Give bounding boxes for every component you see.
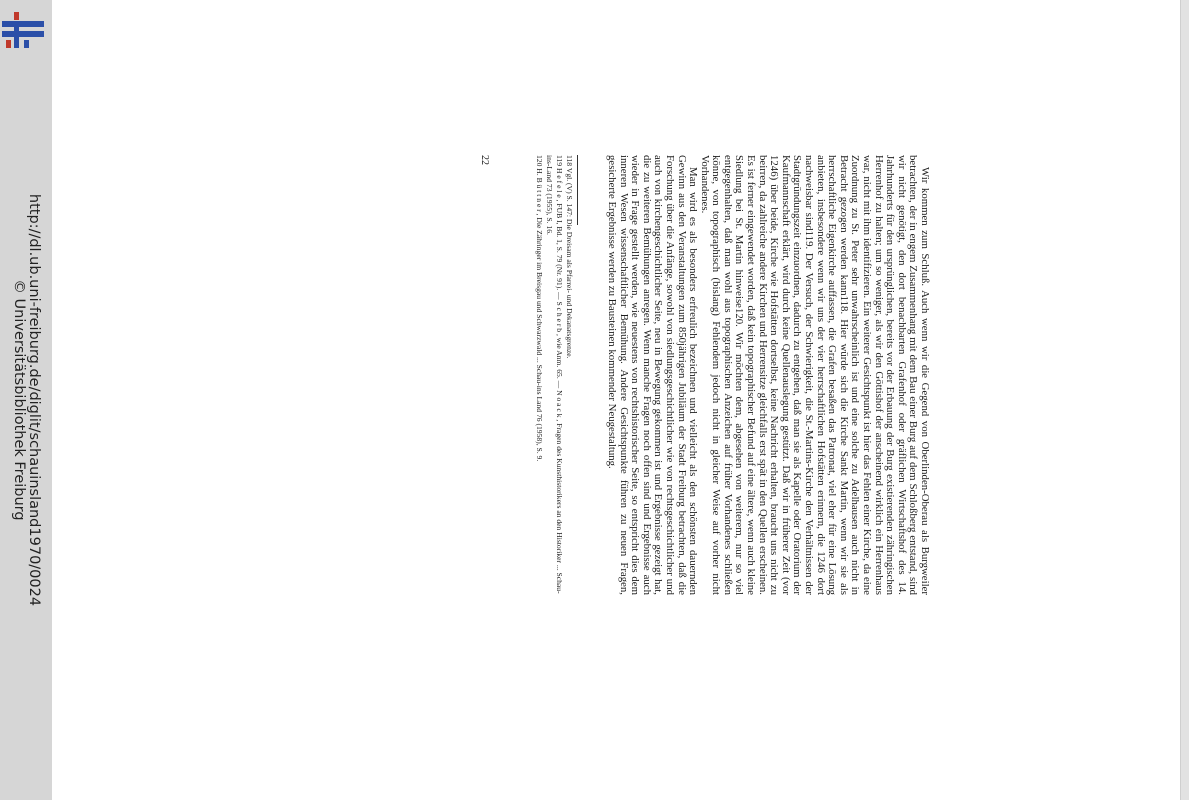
- copyright-notice: © Universitätsbibliothek Freiburg: [11, 279, 27, 521]
- paragraph: Man wird es als besonders erfreulich bezeichnen und vielleicht als den schönsten dauernden Gewinn aus den Veranstaltungen zum 850jährigen Jubiläum der Stadt Freiburg betrachten, daß die Forschung über die Anfänge, sowohl von siedlungsgeschichtlicher wie von rechtsgeschichtlicher und auch von kirchengeschichtlicher Seite, neu in Bewegung gekommen ist und Ergebnisse gezeigt hat, die zu weiteren Bemühungen anregen. Wenn manche Fragen noch offen sind und Ergebnisse auch wieder in Frage gestellt werden, wie neuestens von rechtshistorischer Seite, so entspricht dies dem inneren Wesen wissenschaftlicher Bemühung. Andere Gesichtspunkte führen zu neuen Fragen, gesicherte Ergebnisse werden zu Bausteinen kommender Neugestaltung.: [605, 155, 700, 595]
- page-number: 22: [479, 155, 490, 165]
- page-body: [605, 155, 930, 595]
- paragraph: Wir kommen zum Schluß. Auch wenn wir die Gegend von Oberlinden-Oberau als Burgweiler betrachten, der in engem Zusammenhang mit dem Bau einer Burg auf dem Schloßberg entstand, sind wir nicht genötigt, den dort benachbarten Grafenhof oder gräflichen Wirtschaftshof des 14. Jahrhunderts für den ursprünglichen, bereits vor der Erbauung der Burg existierenden zähringischen Herrenhof zu halten; um so weniger, als wir den Göttishof der anscheinend wirklich ein Herrenhaus war, nicht mit ihm identifizieren. Ein weiterer Gesichtspunkt ist hier das Fehlen einer Kirche, da eine Zuordnung zu St. Peter sehr unwahrscheinlich ist und eine solche zu Adelhausen auch nicht in Betracht gezogen werden kann118. Hier würde sich die Kirche Sankt Martin, wenn wir sie als herrschaftliche Eigenkirche auffassen, die Grafen besaßen das Patronat, viel eher für eine Lösung anbieten, insbesondere wenn wir uns der vier herrschaftlichen Hofstätten erinnern, die 1246 dort nachweisbar sind119. Der Versuch, der Schwierigkeit, die St.-Martins-Kirche den Verhältnissen der Stadtgründungszeit einzuordnen, dadurch zu entgehen, daß man sie als Kapelle oder Oratorium der Kaufmannschaft erklärt, wird durch keine Quellenauslegung gestützt. Daß wir in früherer Zeit (vor 1246) über beide, Kirche wie Hofstätten dortselbst, keine Nachricht erhalten, braucht uns nicht zu beirren, da zahlreiche andere Kirchen und Herrensitze gleichfalls erst spät in den Quellen erscheinen. Es ist ferner eingewendet worden, daß kein topographischer Befund auf eine ältere, wenn auch kleine Siedlung bei St. Martin hinweise120. Wir möchten dem, abgesehen von weiterem, nur so viel entgegenhalten, daß man wohl aus topographischen Anzeichen auf früher Vorhandenes schließen könne, von topographisch (bislang) Fehlendem jedoch nicht in gleicher Weise auf vorher nicht Vorhandenes.: [698, 155, 931, 595]
- scrollbar[interactable]: [1180, 0, 1189, 800]
- footnote-divider: [577, 155, 578, 225]
- footnote: 119 H e f e l e , FUB I, Bd. 1, S. 79 (Nr. 91). — S c h e r b , wie Anm. 65. — N o a c k , Fragen des Kunsthistorikers an den Historiker ... Schau-ins-Land 73 (1955), S. 16.: [545, 155, 564, 594]
- footnote: 120 H. B ü t t n e r , Die Zähringer im Breisgau und Schwarzwald ... Schau-ins Land 76 (1958), S. 9.: [535, 155, 544, 462]
- source-url[interactable]: http://dl.ub.uni-freiburg.de/diglit/schauinsland1970/0024: [26, 193, 42, 607]
- footnote: 118 Vgl. (V) S. 147: Die Dreisam als Pfarrei- und Dekanatsgrenze.: [565, 155, 574, 359]
- scanned-page: [210, 155, 930, 595]
- footnotes: [534, 155, 574, 595]
- source-caption: [11, 0, 41, 800]
- viewer-sidebar: [0, 0, 52, 800]
